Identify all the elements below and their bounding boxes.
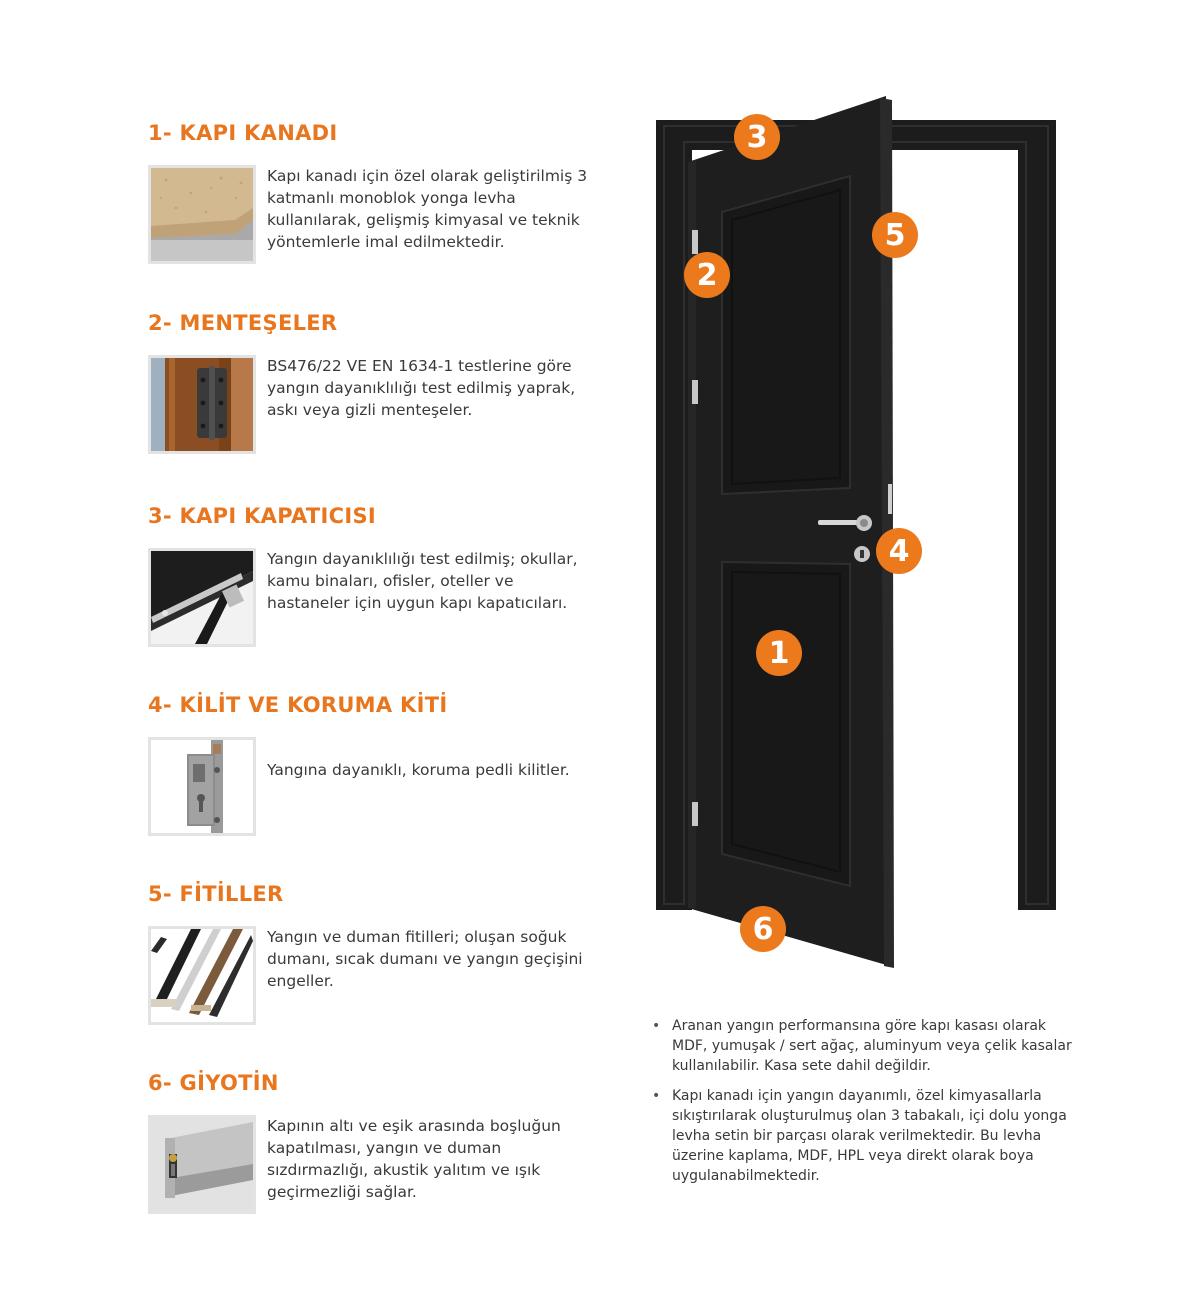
guillotine-image [148, 1115, 256, 1214]
notes-list [652, 1016, 1072, 1196]
feature-door-leaf [148, 121, 608, 251]
feature-description: Yangın ve duman fitilleri; oluşan soğuk dumanı, sıcak dumanı ve yangın geçişini engeller. [267, 928, 583, 990]
feature-title: 5- FİTİLLER [148, 882, 284, 906]
door-illustration [640, 90, 1080, 980]
feature-title: 1- KAPI KANADI [148, 121, 338, 145]
door-badge-2: 2 [684, 252, 730, 298]
door-badge-3: 3 [734, 114, 780, 160]
door-badge-4: 4 [876, 528, 922, 574]
seal-strips-image [148, 926, 256, 1025]
chipboard-image [148, 165, 256, 264]
feature-title: 6- GİYOTİN [148, 1071, 279, 1095]
feature-lock-kit [148, 693, 608, 779]
feature-seals [148, 882, 608, 990]
feature-description: Kapı kanadı için özel olarak geliştirilmiş 3 katmanlı monoblok yonga levha kullanılarak, gelişmiş kimyasal ve teknik yöntemlerle imal edilmektedir. [267, 167, 588, 251]
feature-title: 3- KAPI KAPATICISI [148, 504, 376, 528]
door-closer-image [148, 548, 256, 647]
feature-hinges [148, 311, 608, 419]
hinge-image [148, 355, 256, 454]
feature-description: Kapının altı ve eşik arasında boşluğun kapatılması, yangın ve duman sızdırmazlığı, akustik yalıtım ve ışık geçirmezliği sağlar. [267, 1117, 561, 1201]
feature-title: 4- KİLİT VE KORUMA KİTİ [148, 693, 448, 717]
feature-guillotine [148, 1071, 608, 1201]
note-item: • Aranan yangın performansına göre kapı kasası olarak MDF, yumuşak / sert ağaç, aluminyum veya çelik kasalar kullanılabilir. Kasa sete dahil değildir. [652, 1016, 1072, 1076]
feature-door-closer [148, 504, 608, 612]
feature-title: 2- MENTEŞELER [148, 311, 338, 335]
door-badge-5: 5 [872, 212, 918, 258]
feature-description: BS476/22 VE EN 1634-1 testlerine göre yangın dayanıklılığı test edilmiş yaprak, askı veya gizli menteşeler. [267, 357, 576, 419]
lock-image [148, 737, 256, 836]
door-badge-6: 6 [740, 906, 786, 952]
door-badge-1: 1 [756, 630, 802, 676]
note-item: • Kapı kanadı için yangın dayanımlı, özel kimyasallarla sıkıştırılarak oluşturulmuş olan 3 tabakalı, içi dolu yonga levha setin bir parçası olarak verilmektedir. Bu levha üzerine kaplama, MDF, HPL veya direkt olarak boya uygulanabilmektedir. [652, 1086, 1072, 1186]
feature-description: Yangın dayanıklılığı test edilmiş; okullar, kamu binaları, ofisler, oteller ve hastaneler için uygun kapı kapatıcıları. [267, 550, 578, 612]
feature-description: Yangına dayanıklı, koruma pedli kilitler. [267, 761, 570, 779]
